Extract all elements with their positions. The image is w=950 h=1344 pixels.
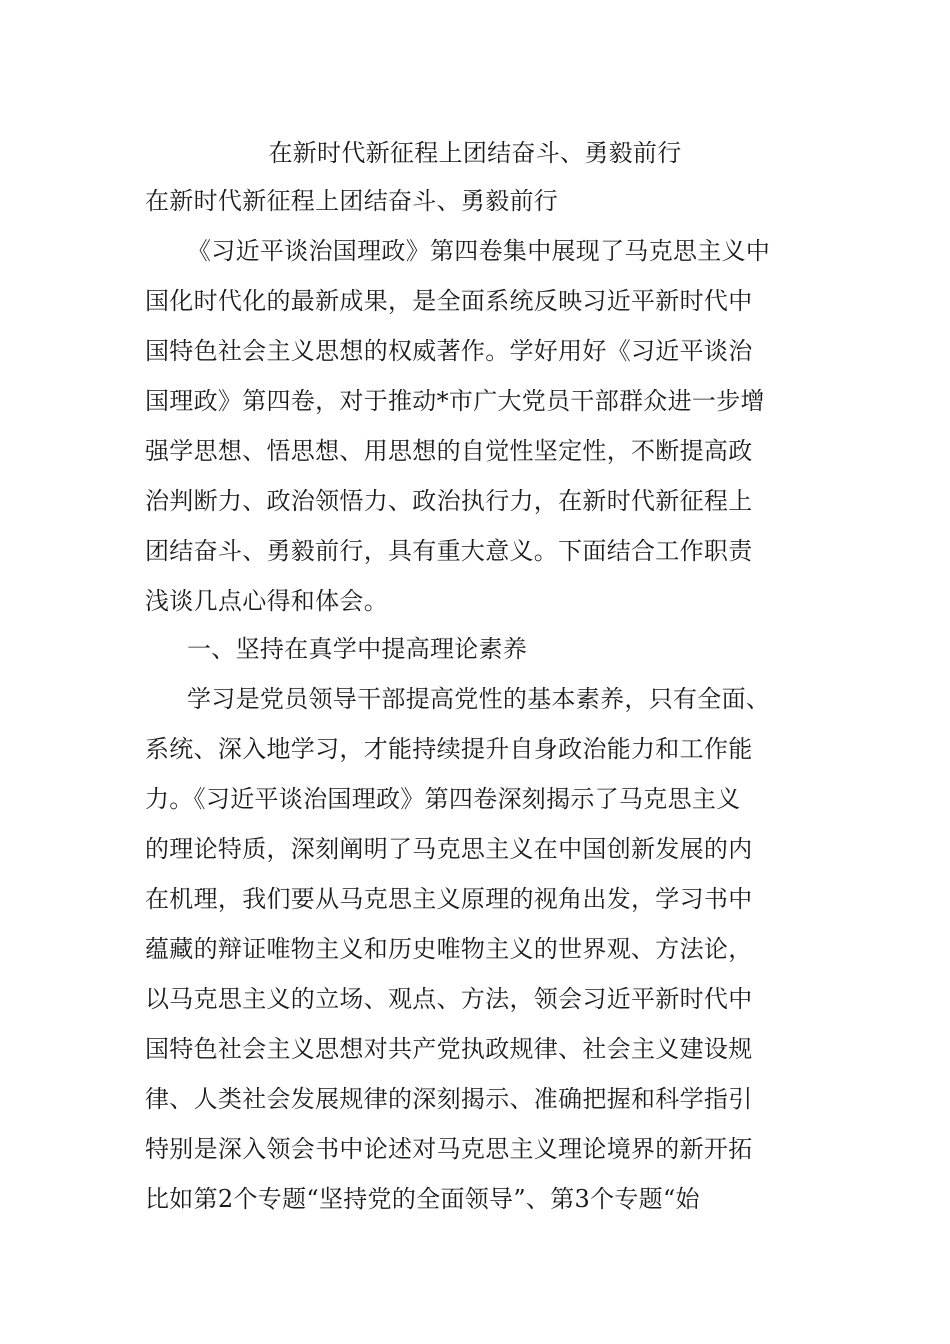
document-title-repeat: 在新时代新征程上团结奋斗、勇毅前行 <box>145 187 559 215</box>
paragraph-line: 《习近平谈治国理政》第四卷集中展现了马克思主义中 <box>187 237 771 265</box>
paragraph-line: 律、人类社会发展规律的深刻揭示、准确把握和科学指引 <box>145 1085 753 1113</box>
paragraph-line: 国化时代化的最新成果，是全面系统反映习近平新时代中 <box>145 287 753 315</box>
paragraph-line: 国特色社会主义思想对共产党执政规律、社会主义建设规 <box>145 1035 753 1063</box>
paragraph-line: 特别是深入领会书中论述对马克思主义理论境界的新开拓 <box>145 1135 753 1163</box>
paragraph-line: 国理政》第四卷，对于推动*市广大党员干部群众进一步增 <box>145 387 765 415</box>
document-title: 在新时代新征程上团结奋斗、勇毅前行 <box>268 139 682 167</box>
paragraph-line: 力。《习近平谈治国理政》第四卷深刻揭示了马克思主义 <box>145 785 741 813</box>
paragraph-line: 学习是党员领导干部提高党性的基本素养，只有全面、 <box>187 685 771 713</box>
paragraph-line: 的理论特质，深刻阐明了马克思主义在中国创新发展的内 <box>145 835 753 863</box>
paragraph-line: 国特色社会主义思想的权威著作。学好用好《习近平谈治 <box>145 337 753 365</box>
section-heading: 一、坚持在真学中提高理论素养 <box>187 635 528 663</box>
paragraph-line: 浅谈几点心得和体会。 <box>145 587 388 615</box>
paragraph-line: 治判断力、政治领悟力、政治执行力，在新时代新征程上 <box>145 487 753 515</box>
paragraph-line: 系统、深入地学习，才能持续提升自身政治能力和工作能 <box>145 735 753 763</box>
paragraph-line: 比如第2个专题“坚持党的全面领导”、第3个专题“始 <box>145 1185 700 1213</box>
paragraph-line: 以马克思主义的立场、观点、方法，领会习近平新时代中 <box>145 985 753 1013</box>
paragraph-line: 在机理，我们要从马克思主义原理的视角出发，学习书中 <box>145 885 753 913</box>
paragraph-line: 团结奋斗、勇毅前行，具有重大意义。下面结合工作职责 <box>145 537 753 565</box>
paragraph-line: 强学思想、悟思想、用思想的自觉性坚定性，不断提高政 <box>145 437 753 465</box>
paragraph-line: 蕴藏的辩证唯物主义和历史唯物主义的世界观、方法论， <box>145 935 753 963</box>
